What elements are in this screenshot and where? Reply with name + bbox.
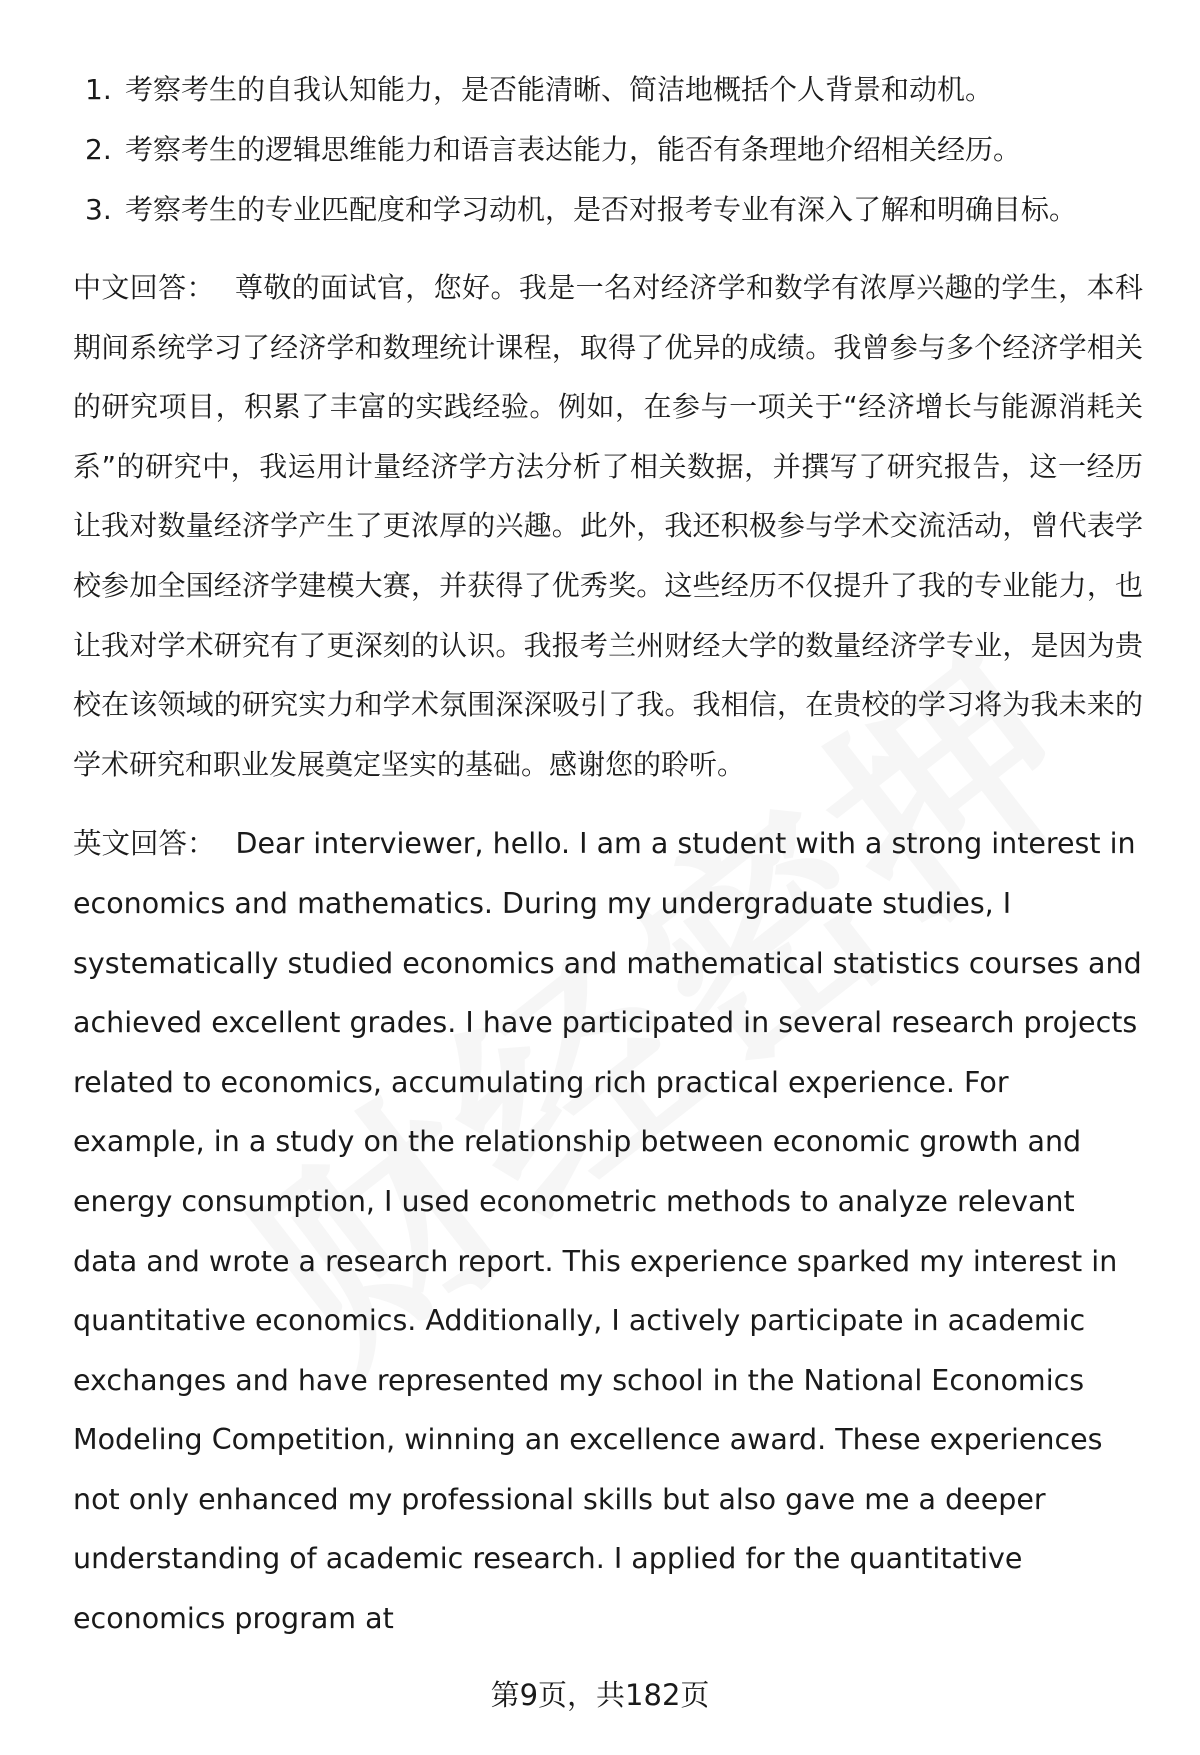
list-item — [73, 120, 1143, 180]
english-answer-text: Dear interviewer, hello. I am a student with a strong interest in economics and mathematics. During my undergraduate studies, I systematically studied economics and mathematical statistics courses and achieved excellent grades. I have participated in several research projects related to economics, accumulating rich practical experience. For example, in a study on the relationship between economic growth and energy consumption, I used econometric methods to analyze relevant data and wrote a research report. This experience sparked my interest in quantitative economics. Additionally, I actively participate in academic exchanges and have represented my school in the National Economics Modeling Competition, winning an excellence award. These experiences not only enhanced my professional skills but also gave me a deeper understanding of academic research. I applied for the quantitative economics program at — [73, 827, 1142, 1636]
list-number: 2. — [85, 133, 112, 166]
chinese-answer-label: 中文回答： — [73, 271, 215, 304]
list-item — [73, 180, 1143, 240]
list-number: 1. — [85, 73, 112, 106]
list-number: 3. — [85, 193, 112, 226]
chinese-answer-paragraph — [73, 258, 1143, 794]
list-text: 考察考生的逻辑思维能力和语言表达能力，能否有条理地介绍相关经历。 — [125, 133, 1022, 166]
document-page — [73, 60, 1143, 1649]
english-answer-paragraph — [73, 814, 1143, 1648]
list-text: 考察考生的专业匹配度和学习动机，是否对报考专业有深入了解和明确目标。 — [125, 193, 1078, 226]
english-answer-label: 英文回答： — [73, 827, 216, 861]
evaluation-criteria-list — [73, 60, 1143, 240]
list-item — [73, 60, 1143, 120]
page-number: 第9页，共182页 — [490, 1678, 710, 1712]
list-text: 考察考生的自我认知能力，是否能清晰、简洁地概括个人背景和动机。 — [125, 73, 994, 106]
chinese-answer-text: 尊敬的面试官，您好。我是一名对经济学和数学有浓厚兴趣的学生，本科期间系统学习了经济学和数理统计课程，取得了优异的成绩。我曾参与多个经济学相关的研究项目，积累了丰富的实践经验。例如，在参与一项关于“经济增长与能源消耗关系”的研究中，我运用计量经济学方法分析了相关数据，并撰写了研究报告，这一经历让我对数量经济学产生了更浓厚的兴趣。此外，我还积极参与学术交流活动，曾代表学校参加全国经济学建模大赛，并获得了优秀奖。这些经历不仅提升了我的专业能力，也让我对学术研究有了更深刻的认识。我报考兰州财经大学的数量经济学专业，是因为贵校在该领域的研究实力和学术氛围深深吸引了我。我相信，在贵校的学习将为我未来的学术研究和职业发展奠定坚实的基础。感谢您的聆听。 — [73, 271, 1143, 781]
